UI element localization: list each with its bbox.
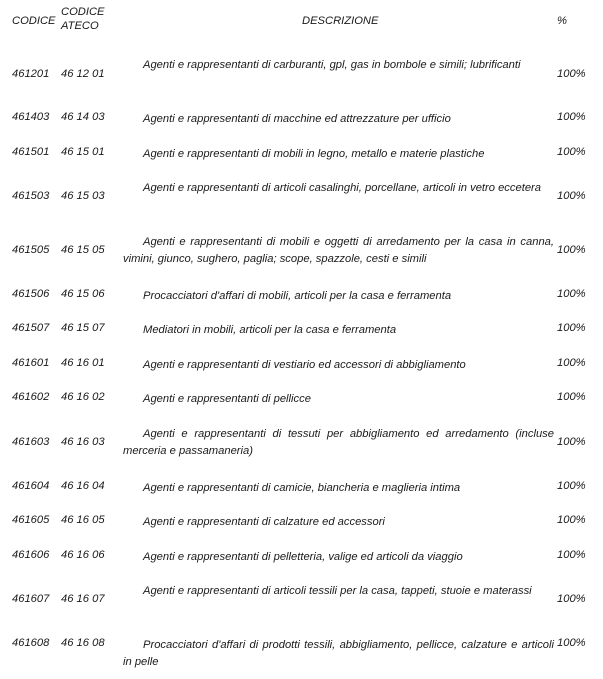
- row-codice: 461606: [12, 549, 50, 561]
- row-descrizione: [123, 357, 554, 374]
- row-codice-ateco: 46 16 07: [61, 593, 105, 605]
- row-codice: 461201: [12, 68, 50, 80]
- row-codice-ateco: 46 12 01: [61, 68, 105, 80]
- row-descrizione: [123, 146, 554, 163]
- row-descrizione: [123, 426, 554, 460]
- row-percent: 100%: [557, 357, 586, 369]
- header-ateco-line1: CODICE: [61, 6, 105, 18]
- row-percent: 100%: [557, 549, 586, 561]
- row-descrizione-text: Procacciatori d'affari di mobili, articoli per la casa e ferramenta: [143, 290, 452, 302]
- row-codice-ateco: 46 15 01: [61, 146, 105, 158]
- row-percent: 100%: [557, 480, 586, 492]
- row-codice: 461602: [12, 391, 50, 403]
- header-descrizione: DESCRIZIONE: [302, 15, 379, 27]
- row-descrizione: [123, 234, 554, 268]
- row-descrizione: [123, 322, 554, 339]
- row-codice-ateco: 46 15 06: [61, 288, 105, 300]
- header-codice-ateco: [61, 5, 105, 33]
- row-percent: 100%: [557, 391, 586, 403]
- row-codice: 461505: [12, 244, 50, 256]
- row-codice-ateco: 46 16 03: [61, 436, 105, 448]
- row-codice: 461601: [12, 357, 50, 369]
- row-descrizione-text: Agenti e rappresentanti di tessuti per abbigliamento ed arredamento (incluse merceria e passamaneria): [123, 428, 554, 457]
- row-codice-ateco: 46 16 01: [61, 357, 105, 369]
- row-descrizione-text: Agenti e rappresentanti di articoli tessili per la casa, tappeti, stuoie e materassi: [143, 585, 532, 597]
- row-percent: 100%: [557, 322, 586, 334]
- header-percent: %: [557, 15, 567, 27]
- row-codice: 461507: [12, 322, 50, 334]
- row-descrizione: [123, 480, 554, 497]
- row-descrizione-text: Agenti e rappresentanti di camicie, biancheria e maglieria intima: [143, 482, 461, 494]
- row-codice: 461605: [12, 514, 50, 526]
- row-codice: 461607: [12, 593, 50, 605]
- row-percent: 100%: [557, 244, 586, 256]
- header-ateco-line2: ATECO: [61, 20, 99, 32]
- row-descrizione-text: Agenti e rappresentanti di articoli casalinghi, porcellane, articoli in vetro eccetera: [143, 182, 541, 194]
- row-codice: 461604: [12, 480, 50, 492]
- row-codice: 461608: [12, 637, 50, 649]
- row-codice: 461501: [12, 146, 50, 158]
- row-descrizione-text: Agenti e rappresentanti di vestiario ed accessori di abbigliamento: [143, 359, 466, 371]
- row-descrizione-text: Agenti e rappresentanti di mobili e oggetti di arredamento per la casa in canna, vimini, giunco, sughero, paglia; scope, spazzole, cesti e simili: [123, 236, 554, 265]
- row-descrizione-text: Agenti e rappresentanti di pelletteria, valige ed articoli da viaggio: [143, 551, 463, 563]
- row-descrizione-text: Agenti e rappresentanti di calzature ed accessori: [143, 516, 385, 528]
- row-codice: 461503: [12, 190, 50, 202]
- row-codice-ateco: 46 16 04: [61, 480, 105, 492]
- row-descrizione: [123, 111, 554, 128]
- row-descrizione: [123, 514, 554, 531]
- row-codice-ateco: 46 15 07: [61, 322, 105, 334]
- row-codice: 461603: [12, 436, 50, 448]
- row-descrizione: [123, 288, 554, 305]
- table-header: [0, 0, 603, 44]
- row-descrizione-text: Mediatori in mobili, articoli per la casa e ferramenta: [143, 324, 397, 336]
- row-percent: 100%: [557, 436, 586, 448]
- row-codice-ateco: 46 15 05: [61, 244, 105, 256]
- row-percent: 100%: [557, 288, 586, 300]
- row-descrizione: [123, 549, 554, 566]
- row-codice-ateco: 46 14 03: [61, 111, 105, 123]
- row-codice-ateco: 46 16 06: [61, 549, 105, 561]
- row-percent: 100%: [557, 111, 586, 123]
- row-codice: 461403: [12, 111, 50, 123]
- row-descrizione: [123, 180, 554, 197]
- row-percent: 100%: [557, 593, 586, 605]
- row-percent: 100%: [557, 68, 586, 80]
- row-descrizione-text: Agenti e rappresentanti di mobili in legno, metallo e materie plastiche: [143, 148, 485, 160]
- row-percent: 100%: [557, 146, 586, 158]
- row-percent: 100%: [557, 514, 586, 526]
- header-codice: CODICE: [12, 15, 56, 27]
- row-descrizione: [123, 391, 554, 408]
- row-codice-ateco: 46 15 03: [61, 190, 105, 202]
- row-codice: 461506: [12, 288, 50, 300]
- row-descrizione-text: Agenti e rappresentanti di macchine ed attrezzature per ufficio: [143, 113, 451, 125]
- row-descrizione-text: Procacciatori d'affari di prodotti tessili, abbigliamento, pellicce, calzature e articoli in pelle: [123, 639, 554, 668]
- row-descrizione-text: Agenti e rappresentanti di pellicce: [143, 393, 311, 405]
- row-percent: 100%: [557, 190, 586, 202]
- row-codice-ateco: 46 16 02: [61, 391, 105, 403]
- row-descrizione: [123, 583, 554, 600]
- row-codice-ateco: 46 16 08: [61, 637, 105, 649]
- row-codice-ateco: 46 16 05: [61, 514, 105, 526]
- row-percent: 100%: [557, 637, 586, 649]
- row-descrizione: [123, 637, 554, 671]
- row-descrizione: [123, 57, 554, 74]
- row-descrizione-text: Agenti e rappresentanti di carburanti, gpl, gas in bombole e simili; lubrificanti: [143, 59, 521, 71]
